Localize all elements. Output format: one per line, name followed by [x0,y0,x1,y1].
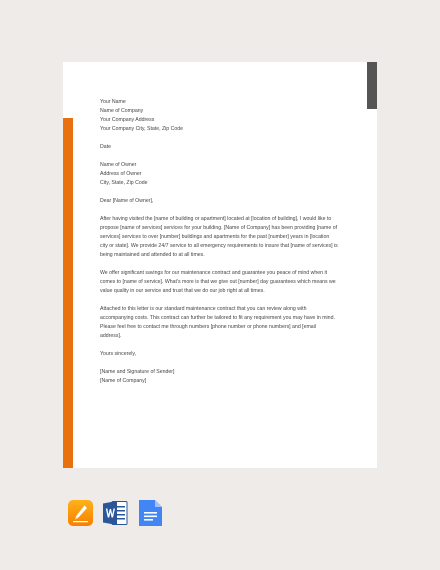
paragraph-line: accompanying costs. This contract can further be tailored to fit any requirement you may have in mind. [100,315,335,321]
sender-company: Name of Company [100,108,144,114]
google-docs-icon[interactable] [138,500,163,526]
date-block [100,143,343,152]
paragraph-line: We offer significant savings for our maintenance contract and guarantee you peace of mind when it [100,270,328,276]
word-icon[interactable] [103,500,128,526]
body-paragraph-3 [100,305,343,341]
paragraph-line: Attached to this letter is our standard maintenance contract that you can review along with [100,306,307,312]
paragraph-line: city or state]. We provide 24/7 service to all emergency requirements to insure that [name of services] is [100,243,338,249]
recipient-name: Name of Owner [100,162,137,168]
recipient-address: Address of Owner [100,171,142,177]
signature-name: [Name and Signature of Sender] [100,369,175,375]
paragraph-line: comes to [name of service]. What's more is that we give out [number] day guarantees which means we [100,279,336,285]
salutation: Dear [Name of Owner], [100,198,154,204]
pages-icon[interactable] [68,500,93,526]
paragraph-line: Please feel free to contact me through numbers [phone number or phone numbers] and [email [100,324,316,330]
letter-body [100,98,343,386]
paragraph-line: services] services to over [number] buildings and apartments for the past [number] years in [location [100,234,330,240]
body-paragraph-2 [100,269,343,296]
sender-city: Your Company City, State, Zip Code [100,126,184,132]
paragraph-line: being maintained and attended to at all times. [100,252,205,258]
paragraph-line: value quality in our service and trust that we do our job right at all times. [100,288,265,294]
document-page [63,62,377,468]
gray-accent-bar [367,62,377,109]
sender-block [100,98,343,134]
sender-name: Your Name [100,99,126,105]
closing-block [100,350,343,359]
paragraph-line: address]. [100,333,122,339]
recipient-city: City, State, Zip Code [100,180,148,186]
signature-block [100,368,343,386]
signature-company: [Name of Company] [100,378,147,384]
salutation-block [100,197,343,206]
recipient-block [100,161,343,188]
paragraph-line: propose [name of services] services for your building. [Name of Company] has been providing [name of [100,225,338,231]
paragraph-line: After having visited the [name of building or apartment] located at [location of building], I would like to [100,216,332,222]
orange-accent-bar [63,118,73,468]
closing: Yours sincerely, [100,351,137,357]
body-paragraph-1 [100,215,343,260]
sender-address: Your Company Address [100,117,155,123]
letter-date: Date [100,144,111,150]
